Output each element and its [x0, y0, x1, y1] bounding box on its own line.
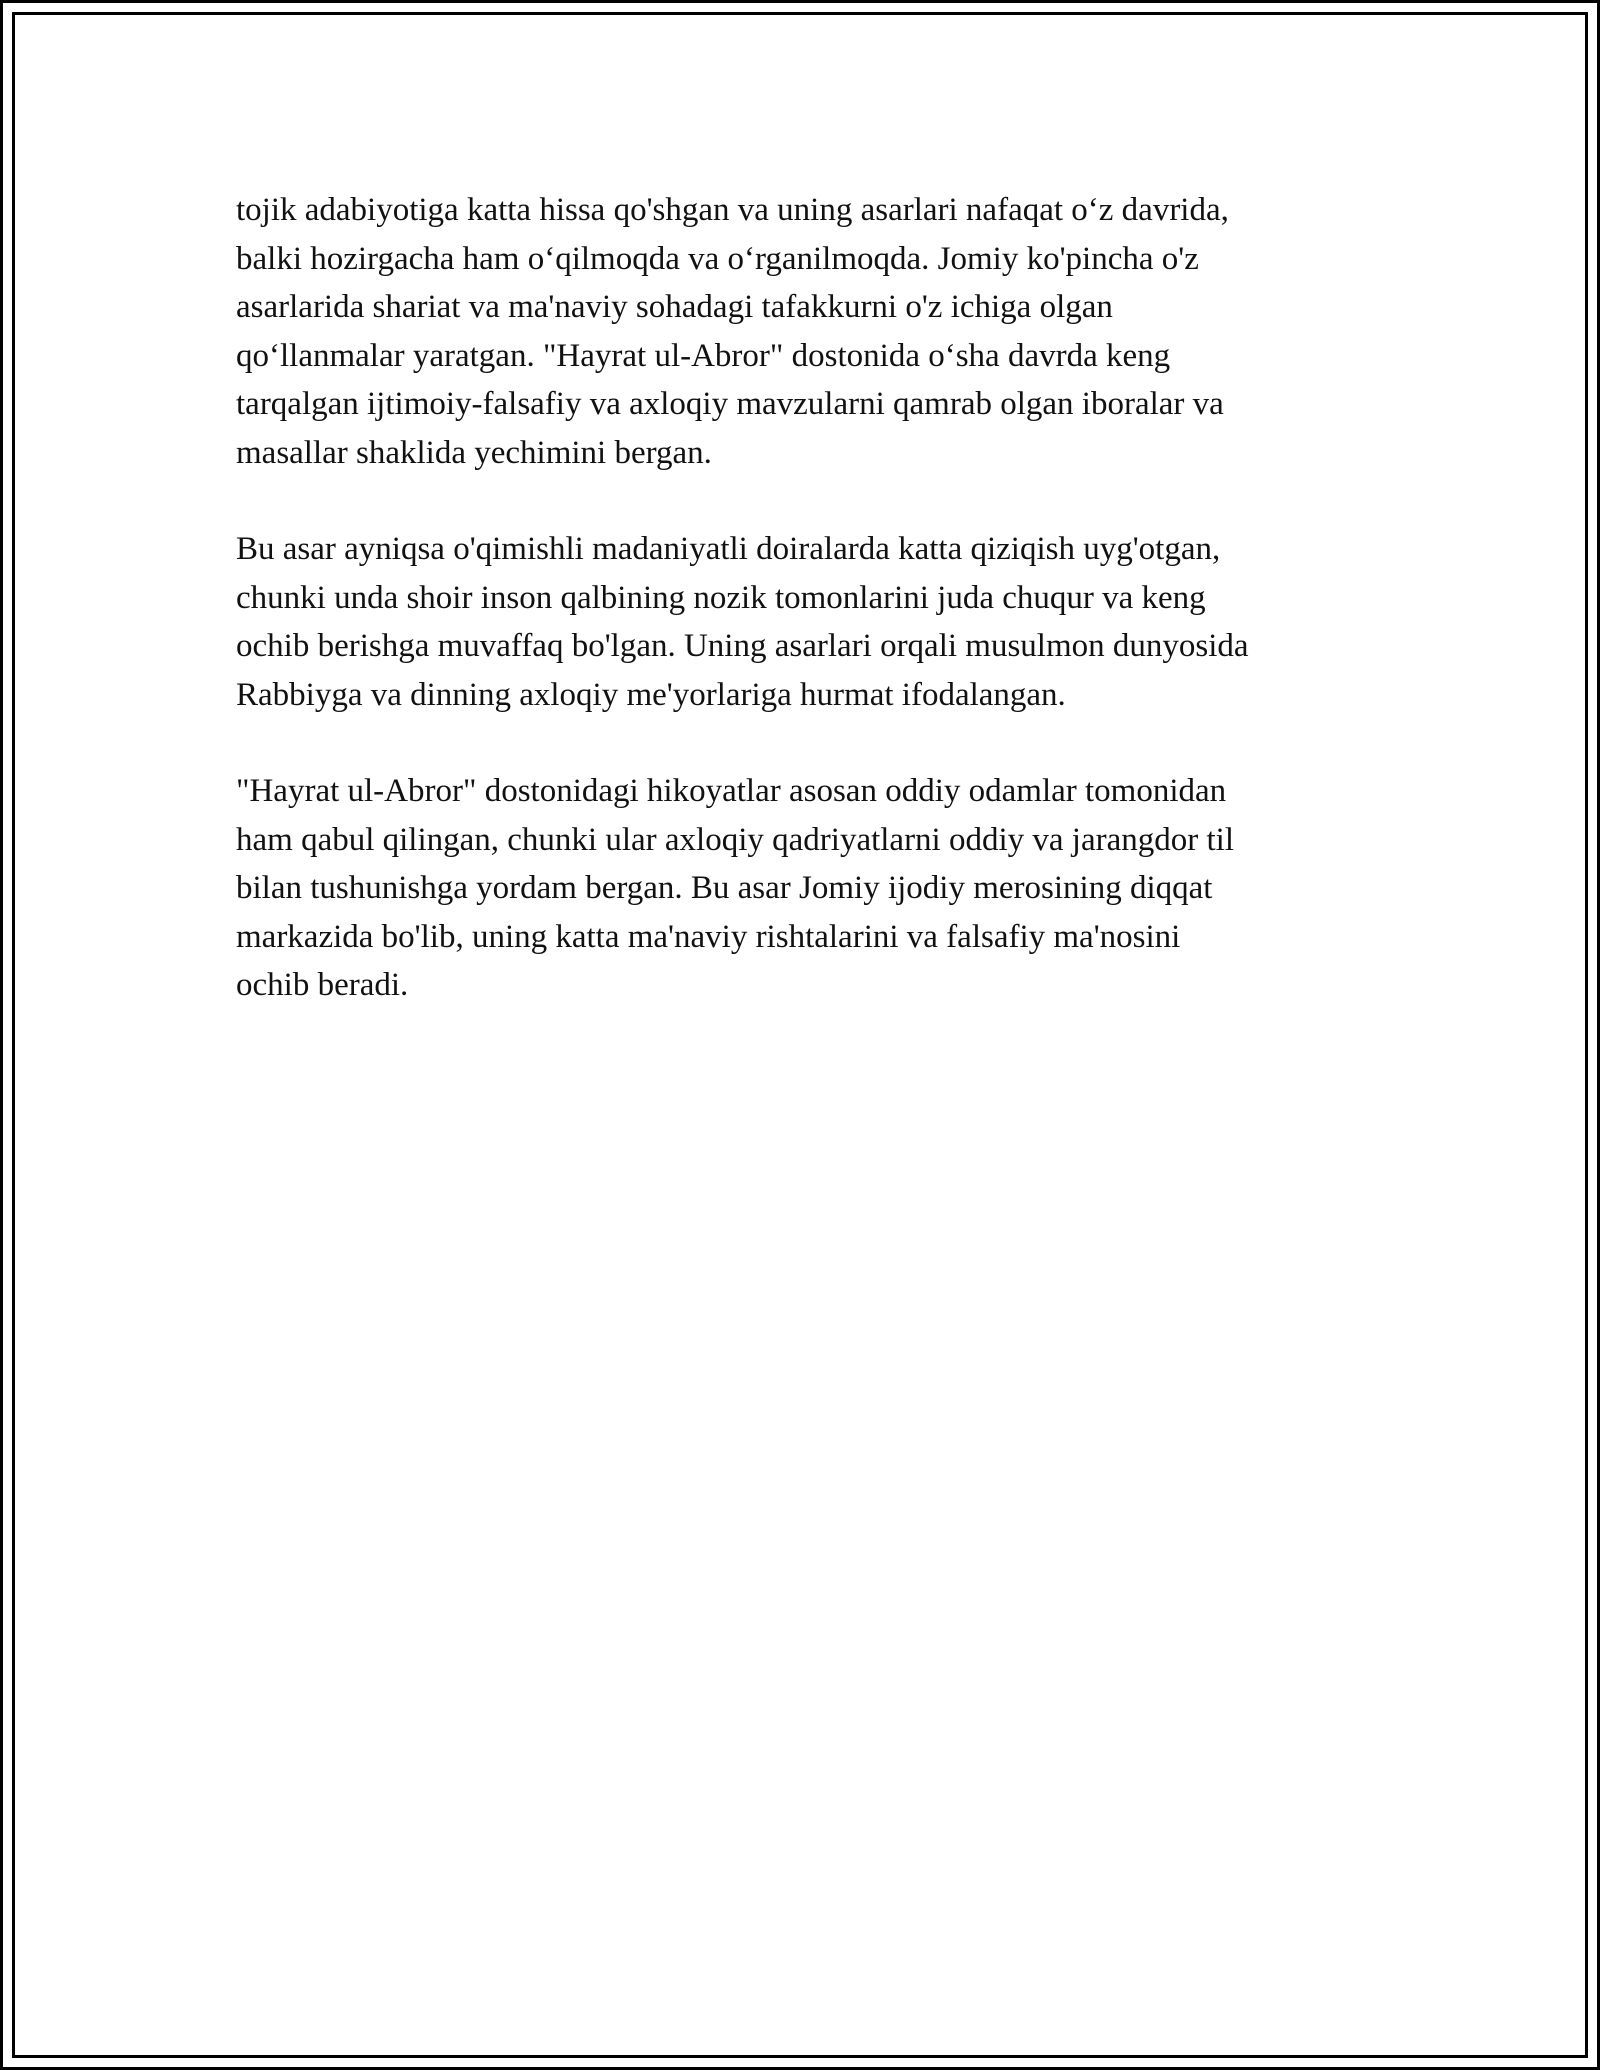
- paragraph-1: tojik adabiyotiga katta hissa qo'shgan va uning asarlari nafaqat o‘z davrida, balki hozirgacha ham o‘qilmoqda va o‘rganilmoqda. Jomiy ko'pincha o'z asarlarida shariat va ma'naviy sohadagi tafakkurni o'z ichiga olgan qo‘llanmalar yaratgan. "Hayrat ul-Abror" dostonida o‘sha davrda keng tarqalgan ijtimoiy-falsafiy va axloqiy mavzularni qamrab olgan iboralar va masallar shaklida yechimini bergan.: [236, 192, 1229, 471]
- document-body: [236, 186, 1376, 1058]
- paragraph-2: Bu asar ayniqsa o'qimishli madaniyatli doiralarda katta qiziqish uyg'otgan, chunki unda shoir inson qalbining nozik tomonlarini juda chuqur va keng ochib berishga muvaffaq bo'lgan. Uning asarlari orqali musulmon dunyosida Rabbiyga va dinning axloqiy me'yorlariga hurmat ifodalangan.: [236, 531, 1249, 713]
- paragraph-3: "Hayrat ul-Abror" dostonidagi hikoyatlar asosan oddiy odamlar tomonidan ham qabul qilingan, chunki ular axloqiy qadriyatlarni oddiy va jarangdor til bilan tushunishga yordam bergan. Bu asar Jomiy ijodiy merosining diqqat markazida bo'lib, uning katta ma'naviy rishtalarini va falsafiy ma'nosini ochib beradi.: [236, 773, 1234, 1003]
